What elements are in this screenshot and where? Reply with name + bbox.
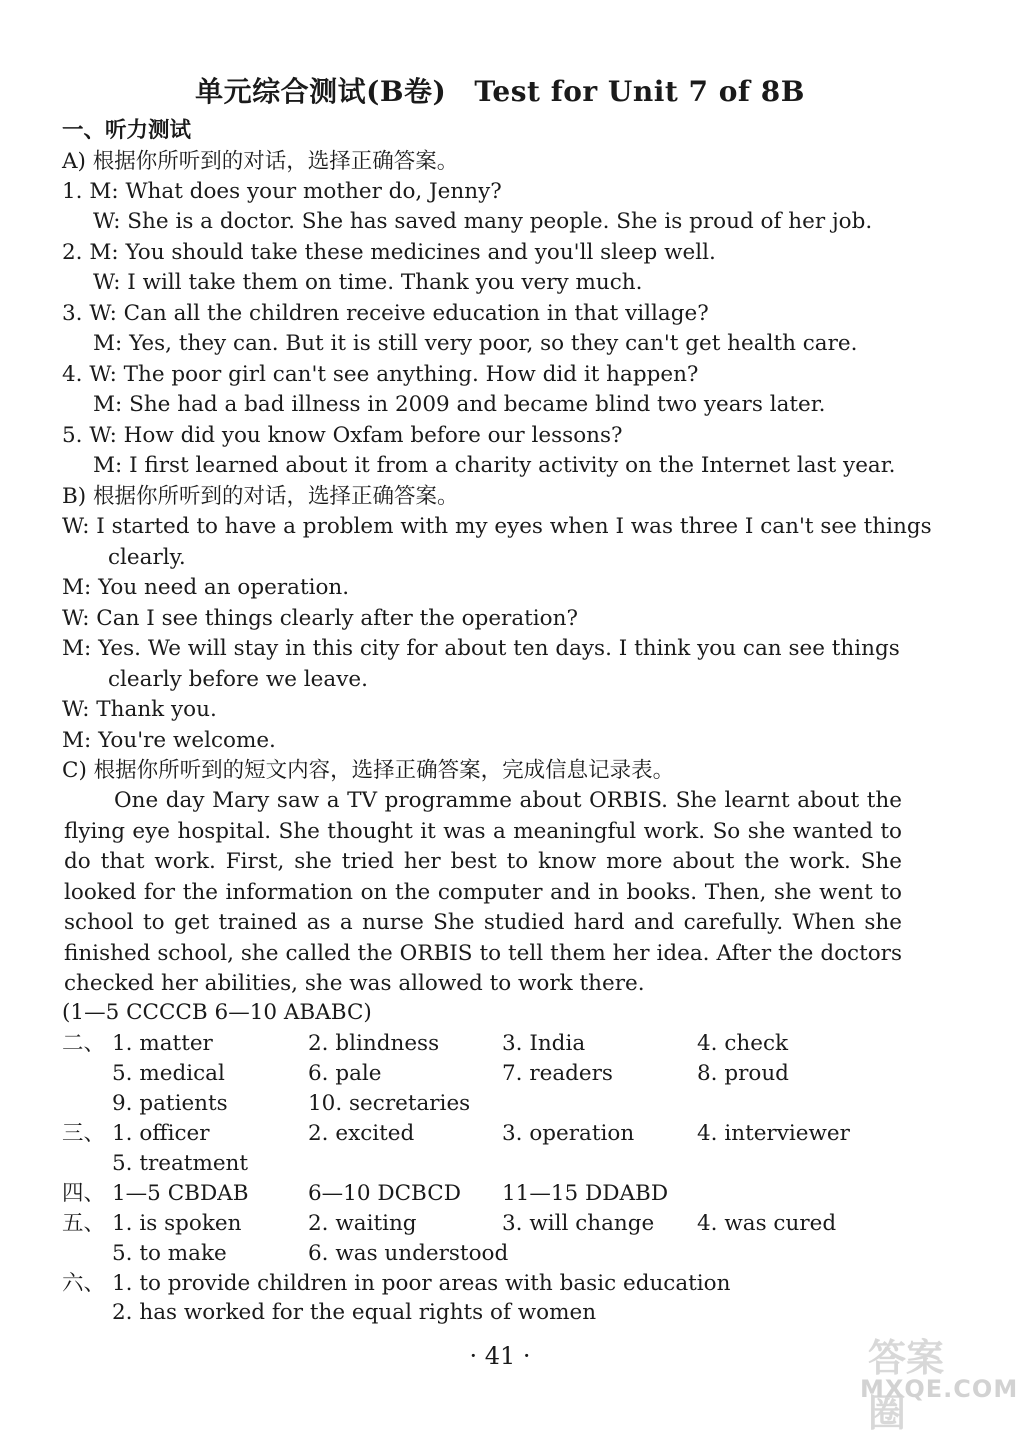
answer-item: 7. readers: [502, 1061, 613, 1086]
answer-item: 4. interviewer: [697, 1121, 850, 1146]
passage-text: One day Mary saw a TV programme about ORBIS. She learnt about the flying eye hospital. She thought it was a meaningful work. So she wanted to do that work. First, she tried her best to know more about the work. She looked for the information on the computer and in books. Then, she went to school to get trained as a nurse She studied hard and carefully. When she finished school, she called the ORBIS to tell them her idea. After the doctors checked her abilities, she was allowed to work there.: [64, 788, 902, 996]
dialogue-line: 2. M: You should take these medicines and you'll sleep well.: [62, 240, 716, 265]
dialogue-line: 4. W: The poor girl can't see anything. How did it happen?: [62, 362, 699, 387]
dialogue-line: W: I started to have a problem with my eyes when I was three I can't see things: [62, 514, 932, 539]
answer-item: 3. operation: [502, 1121, 635, 1146]
answer-item: 5. treatment: [112, 1151, 249, 1176]
page-title: [0, 70, 1000, 110]
answer-item: 11—15 DDABD: [502, 1181, 669, 1206]
dialogue-line: W: She is a doctor. She has saved many people. She is proud of her job.: [93, 209, 873, 234]
dialogue-line: 1. M: What does your mother do, Jenny?: [62, 179, 502, 204]
watermark-text: 答案圈: [868, 1336, 945, 1435]
answer-item: 1. matter: [112, 1031, 213, 1056]
answer-item: 4. was cured: [697, 1211, 837, 1236]
dialogue-line: W: Thank you.: [62, 697, 217, 722]
partC-passage: [64, 786, 902, 1000]
partB-heading: B) 根据你所听到的对话，选择正确答案。: [62, 484, 459, 509]
dialogue-line: clearly.: [108, 545, 186, 570]
dialogue-line: 5. W: How did you know Oxfam before our lessons?: [62, 423, 623, 448]
dialogue-line: M: You're welcome.: [62, 728, 276, 753]
watermark-url: MXQE.COM: [860, 1375, 1018, 1403]
dialogue-line: M: You need an operation.: [62, 575, 350, 600]
partC-heading: C) 根据你所听到的短文内容，选择正确答案，完成信息记录表。: [62, 758, 675, 783]
section1-answers: (1—5 CCCCB 6—10 ABABC): [62, 1000, 372, 1025]
answer-item: 3. India: [502, 1031, 586, 1056]
answer-item: 5. to make: [112, 1241, 227, 1266]
partA-heading: A) 根据你所听到的对话，选择正确答案。: [62, 149, 459, 174]
answer-item: 8. proud: [697, 1061, 789, 1086]
answer-item: 2. has worked for the equal rights of women: [112, 1300, 597, 1325]
answer-item: 1. to provide children in poor areas with basic education: [112, 1271, 731, 1296]
answer-item: 2. waiting: [308, 1211, 417, 1236]
answer-item: 2. blindness: [308, 1031, 440, 1056]
answer-item: 1. officer: [112, 1121, 210, 1146]
answer-item: 2. excited: [308, 1121, 415, 1146]
answer-item: 9. patients: [112, 1091, 228, 1116]
answer-item: 4. check: [697, 1031, 789, 1056]
title-en: Test for Unit 7 of 8B: [474, 75, 805, 108]
dialogue-line: W: Can I see things clearly after the operation?: [62, 606, 578, 631]
answer-item: 6. was understood: [308, 1241, 509, 1266]
section1-heading: 一、听力测试: [62, 118, 192, 143]
answer-item: 5. medical: [112, 1061, 225, 1086]
answer-item: 6. pale: [308, 1061, 382, 1086]
watermark-logo: [860, 1327, 1018, 1435]
answer-item: 6—10 DCBCD: [308, 1181, 461, 1206]
title-cn: 单元综合测试(B卷): [195, 75, 447, 108]
section2-label: 二、: [62, 1031, 106, 1056]
section4-label: 四、: [62, 1181, 106, 1206]
dialogue-line: W: I will take them on time. Thank you very much.: [93, 270, 643, 295]
dialogue-line: M: I first learned about it from a charity activity on the Internet last year.: [93, 453, 896, 478]
dialogue-line: M: She had a bad illness in 2009 and became blind two years later.: [93, 392, 826, 417]
page-number: · 41 ·: [469, 1342, 531, 1370]
dialogue-line: M: Yes. We will stay in this city for about ten days. I think you can see things: [62, 636, 900, 661]
answer-item: 1. is spoken: [112, 1211, 242, 1236]
answer-item: 1—5 CBDAB: [112, 1181, 249, 1206]
answer-item: 10. secretaries: [308, 1091, 471, 1116]
section5-label: 五、: [62, 1211, 106, 1236]
section3-label: 三、: [62, 1121, 106, 1146]
answer-item: 3. will change: [502, 1211, 655, 1236]
dialogue-line: M: Yes, they can. But it is still very poor, so they can't get health care.: [93, 331, 858, 356]
dialogue-line: 3. W: Can all the children receive education in that village?: [62, 301, 709, 326]
dialogue-line: clearly before we leave.: [108, 667, 368, 692]
section6-label: 六、: [62, 1271, 106, 1296]
